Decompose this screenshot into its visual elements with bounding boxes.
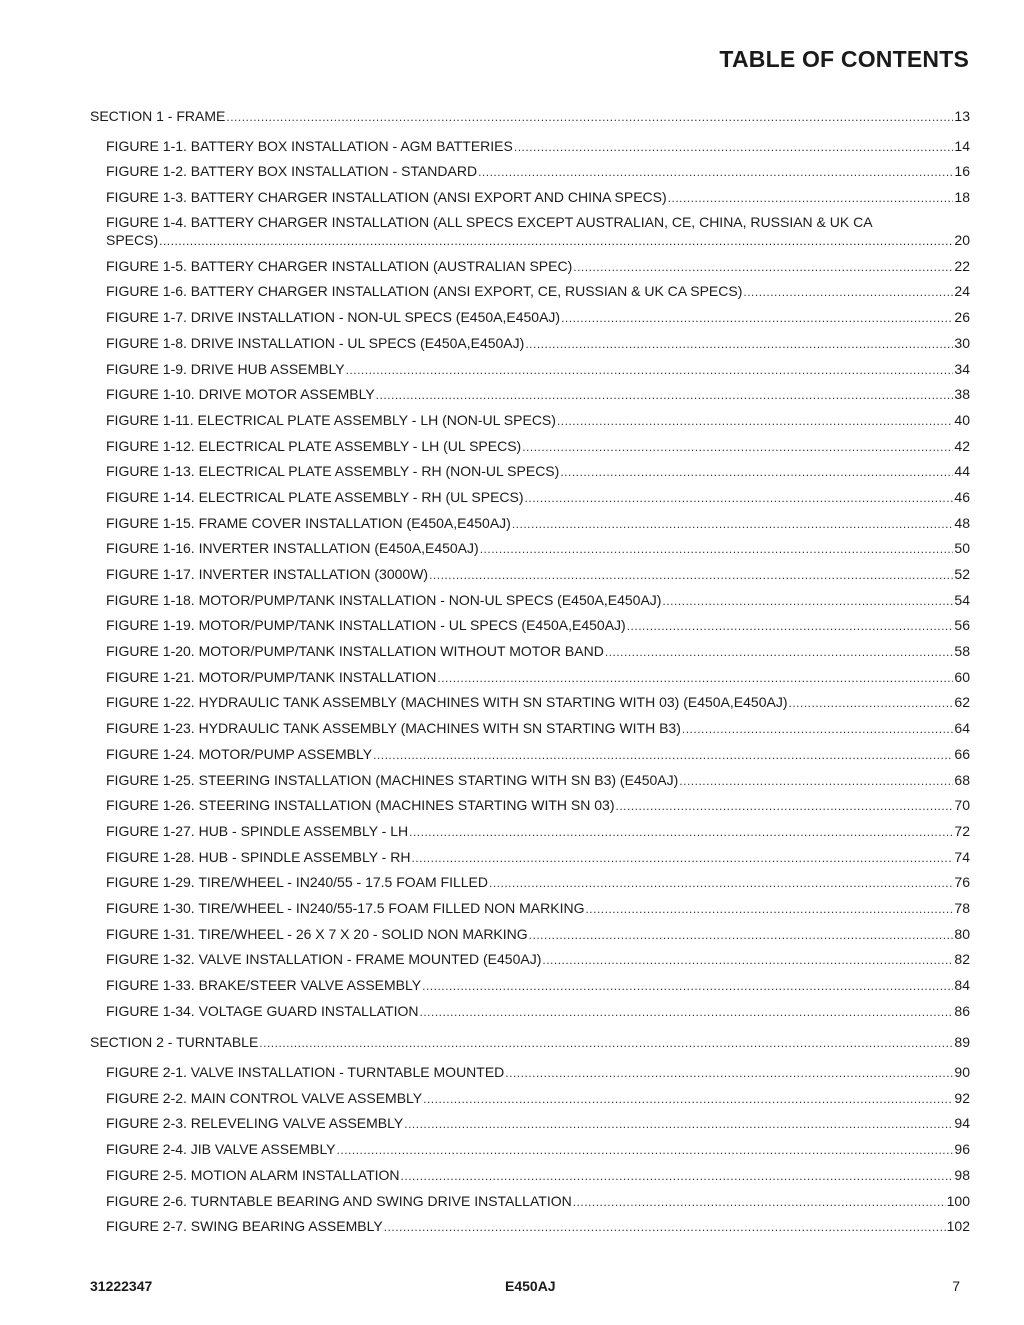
toc-entry-page: 44 — [954, 463, 970, 480]
toc-entry-page: 20 — [954, 231, 970, 248]
toc-figure-entry[interactable] — [90, 513, 970, 539]
section-1-figure-list-b — [90, 256, 970, 1027]
toc-entry-page: 42 — [954, 437, 970, 454]
toc-entry-label: FIGURE 1-3. BATTERY CHARGER INSTALLATION (ANSI EXPORT AND CHINA SPECS) — [106, 189, 667, 206]
page-title: TABLE OF CONTENTS — [719, 46, 969, 72]
toc-figure-entry[interactable] — [90, 564, 970, 590]
dot-leader — [560, 462, 953, 482]
toc-entry-label: FIGURE 1-33. BRAKE/STEER VALVE ASSEMBLY — [106, 977, 422, 993]
dot-leader — [423, 1089, 953, 1109]
toc-entry-page: 96 — [954, 1141, 970, 1158]
toc-entry-label: FIGURE 1-34. VOLTAGE GUARD INSTALLATION — [106, 1002, 419, 1019]
toc-entry-page: 26 — [954, 309, 970, 326]
toc-entry-page: 13 — [954, 108, 970, 124]
toc-entry-page: 30 — [954, 334, 970, 351]
toc-figure-entry[interactable] — [90, 1001, 970, 1027]
toc-figure-entry[interactable] — [90, 1165, 970, 1191]
dot-leader — [429, 565, 953, 585]
toc-entry-label: FIGURE 1-13. ELECTRICAL PLATE ASSEMBLY - RH (NON-UL SPECS) — [106, 463, 560, 480]
dot-leader — [480, 539, 954, 559]
toc-figure-entry[interactable] — [90, 667, 970, 693]
toc-entry-page: 82 — [954, 951, 970, 968]
dot-leader — [662, 591, 953, 611]
toc-figure-entry[interactable] — [90, 384, 970, 410]
dot-leader — [419, 1002, 953, 1022]
toc-entry-label: FIGURE 1-24. MOTOR/PUMP ASSEMBLY — [106, 745, 373, 762]
toc-figure-entry[interactable] — [90, 487, 970, 513]
toc-figure-entry[interactable] — [90, 410, 970, 436]
toc-entry-label: FIGURE 1-32. VALVE INSTALLATION - FRAME MOUNTED (E450AJ) — [106, 951, 542, 968]
toc-figure-entry[interactable] — [90, 718, 970, 744]
toc-entry-label: FIGURE 2-6. TURNTABLE BEARING AND SWING DRIVE INSTALLATION — [106, 1192, 572, 1209]
toc-figure-entry[interactable] — [90, 615, 970, 641]
toc-entry-page: 22 — [954, 257, 970, 274]
toc-entry-label: FIGURE 1-14. ELECTRICAL PLATE ASSEMBLY - RH (UL SPECS) — [106, 488, 524, 505]
toc-entry-label: FIGURE 2-2. MAIN CONTROL VALVE ASSEMBLY — [106, 1089, 423, 1106]
toc-entry-label: FIGURE 1-29. TIRE/WHEEL - IN240/55 - 17.5 FOAM FILLED — [106, 874, 489, 891]
dot-leader — [668, 188, 954, 208]
toc-entry-label: FIGURE 2-4. JIB VALVE ASSEMBLY — [106, 1141, 336, 1158]
dot-leader — [337, 1140, 954, 1160]
toc-figure-entry[interactable] — [90, 1191, 970, 1217]
toc-entry-label: FIGURE 1-17. INVERTER INSTALLATION (3000W) — [106, 566, 429, 582]
toc-entry-page: 70 — [954, 797, 970, 814]
toc-entry-page: 84 — [954, 977, 970, 993]
toc-entry-page: 66 — [954, 745, 970, 762]
toc-figure-entry[interactable] — [90, 1113, 970, 1139]
toc-entry-page: 50 — [954, 540, 970, 557]
dot-leader — [505, 1063, 953, 1083]
toc-figure-entry[interactable] — [90, 307, 970, 333]
toc-entry-label: FIGURE 1-28. HUB - SPINDLE ASSEMBLY - RH — [106, 848, 411, 865]
toc-entry-label: FIGURE 1-30. TIRE/WHEEL - IN240/55-17.5 FOAM FILLED NON MARKING — [106, 899, 585, 916]
toc-entry-page: 54 — [954, 591, 970, 608]
toc-entry-page: 14 — [954, 137, 970, 154]
toc-entry-label: FIGURE 1-1. BATTERY BOX INSTALLATION - AGM BATTERIES — [106, 137, 513, 154]
toc-entry-page: 102 — [946, 1218, 970, 1235]
toc-entry-page: 76 — [954, 874, 970, 891]
dot-leader — [585, 899, 953, 919]
table-of-contents — [90, 100, 970, 1242]
toc-entry-label: FIGURE 1-8. DRIVE INSTALLATION - UL SPECS (E450A,E450AJ) — [106, 334, 525, 351]
dot-leader — [573, 257, 953, 277]
toc-section-1[interactable] — [90, 106, 970, 132]
toc-entry-label: FIGURE 1-27. HUB - SPINDLE ASSEMBLY - LH — [106, 822, 409, 839]
toc-figure-entry[interactable] — [90, 461, 970, 487]
toc-figure-entry[interactable] — [90, 1216, 970, 1242]
toc-entry-page: 92 — [954, 1089, 970, 1106]
toc-entry-page: 90 — [954, 1064, 970, 1081]
toc-entry-label: FIGURE 2-5. MOTION ALARM INSTALLATION — [106, 1166, 400, 1183]
section-2-figure-list — [90, 1062, 970, 1242]
dot-leader — [404, 1114, 953, 1134]
toc-entry-page: 46 — [954, 488, 970, 505]
toc-entry-label: FIGURE 1-9. DRIVE HUB ASSEMBLY — [106, 360, 345, 377]
toc-entry-label: FIGURE 1-19. MOTOR/PUMP/TANK INSTALLATION - UL SPECS (E450A,E450AJ) — [106, 617, 626, 634]
toc-entry-label: SECTION 1 - FRAME — [90, 108, 226, 124]
dot-leader — [409, 822, 953, 842]
dot-leader — [529, 925, 954, 945]
toc-figure-entry[interactable] — [90, 333, 970, 359]
toc-entry-page: 80 — [954, 925, 970, 942]
dot-leader — [615, 796, 953, 816]
dot-leader — [605, 642, 954, 662]
toc-entry-page: 64 — [954, 720, 970, 737]
dot-leader — [489, 873, 953, 893]
toc-figure-entry[interactable] — [90, 161, 970, 187]
toc-entry-label: FIGURE 1-21. MOTOR/PUMP/TANK INSTALLATION — [106, 668, 437, 685]
dot-leader — [557, 411, 953, 431]
dot-leader — [376, 385, 954, 405]
toc-figure-entry[interactable] — [90, 1139, 970, 1165]
toc-figure-entry[interactable] — [90, 770, 970, 796]
dot-leader — [411, 848, 953, 868]
toc-entry-label: FIGURE 1-15. FRAME COVER INSTALLATION (E450A,E450AJ) — [106, 514, 511, 531]
toc-entry-label-line2: SPECS) — [106, 231, 159, 248]
toc-entry-label: FIGURE 1-7. DRIVE INSTALLATION - NON-UL SPECS (E450A,E450AJ) — [106, 309, 561, 326]
toc-entry-page: 86 — [954, 1002, 970, 1019]
dot-leader — [522, 437, 953, 457]
toc-figure-entry[interactable] — [90, 975, 970, 1001]
toc-entry-page: 52 — [954, 566, 970, 582]
dot-leader — [743, 282, 953, 302]
toc-entry-label: FIGURE 1-10. DRIVE MOTOR ASSEMBLY — [106, 386, 375, 403]
toc-entry-page: 68 — [954, 771, 970, 788]
toc-figure-entry[interactable] — [90, 256, 970, 282]
toc-entry-page: 78 — [954, 899, 970, 916]
dot-leader — [514, 137, 954, 157]
toc-figure-entry[interactable] — [90, 136, 970, 162]
toc-figure-entry[interactable] — [90, 538, 970, 564]
toc-entry-page: 94 — [954, 1115, 970, 1132]
toc-entry-page: 62 — [954, 694, 970, 711]
toc-figure-entry[interactable] — [90, 898, 970, 924]
toc-entry-label: FIGURE 1-22. HYDRAULIC TANK ASSEMBLY (MACHINES WITH SN STARTING WITH 03) (E450A,E450AJ) — [106, 694, 788, 711]
toc-entry-page: 74 — [954, 848, 970, 865]
toc-entry-page: 40 — [954, 411, 970, 428]
dot-leader — [422, 976, 953, 996]
toc-entry-label: FIGURE 1-25. STEERING INSTALLATION (MACHINES STARTING WITH SN B3) (E450AJ) — [106, 771, 679, 788]
toc-entry-label: FIGURE 1-12. ELECTRICAL PLATE ASSEMBLY - LH (UL SPECS) — [106, 437, 522, 454]
toc-figure-entry[interactable] — [90, 1088, 970, 1114]
dot-leader — [573, 1192, 946, 1212]
dot-leader — [525, 334, 953, 354]
toc-figure-entry[interactable] — [90, 1062, 970, 1088]
toc-entry-label: FIGURE 2-3. RELEVELING VALVE ASSEMBLY — [106, 1115, 404, 1132]
toc-entry-page: 38 — [954, 386, 970, 403]
dot-leader — [525, 488, 954, 508]
toc-entry-label: FIGURE 1-2. BATTERY BOX INSTALLATION - STANDARD — [106, 163, 478, 180]
toc-entry-label: FIGURE 1-16. INVERTER INSTALLATION (E450A,E450AJ) — [106, 540, 479, 557]
toc-entry-label: FIGURE 2-1. VALVE INSTALLATION - TURNTABLE MOUNTED — [106, 1064, 505, 1081]
toc-entry-label: FIGURE 1-18. MOTOR/PUMP/TANK INSTALLATION - NON-UL SPECS (E450A,E450AJ) — [106, 591, 662, 608]
dot-leader — [789, 693, 954, 713]
toc-figure-entry[interactable] — [90, 949, 970, 975]
toc-entry-page: 18 — [954, 189, 970, 206]
section-1-figure-list-a — [90, 136, 970, 213]
toc-figure-entry[interactable] — [90, 872, 970, 898]
toc-figure-entry[interactable] — [90, 590, 970, 616]
toc-entry-label-line1: FIGURE 1-4. BATTERY CHARGER INSTALLATION (ALL SPECS EXCEPT AUSTRALIAN, CE, CHINA, RUSSIAN & UK CA — [106, 213, 873, 230]
toc-entry-page: 72 — [954, 822, 970, 839]
toc-entry-label: FIGURE 1-6. BATTERY CHARGER INSTALLATION (ANSI EXPORT, CE, RUSSIAN & UK CA SPECS) — [106, 283, 743, 300]
toc-entry-label: FIGURE 1-31. TIRE/WHEEL - 26 X 7 X 20 - SOLID NON MARKING — [106, 925, 528, 942]
dot-leader — [401, 1166, 954, 1186]
dot-leader — [478, 162, 953, 182]
toc-entry-label: FIGURE 1-26. STEERING INSTALLATION (MACHINES STARTING WITH SN 03) — [106, 797, 615, 814]
toc-entry-page: 100 — [946, 1192, 970, 1209]
toc-entry-label: FIGURE 1-23. HYDRAULIC TANK ASSEMBLY (MACHINES WITH SN STARTING WITH B3) — [106, 720, 681, 737]
toc-entry-label: FIGURE 1-5. BATTERY CHARGER INSTALLATION (AUSTRALIAN SPEC) — [106, 257, 573, 274]
dot-leader — [384, 1217, 946, 1237]
toc-entry-label: SECTION 2 - TURNTABLE — [90, 1034, 259, 1051]
toc-figure-entry[interactable] — [90, 281, 970, 307]
document-number: 31222347 — [90, 1278, 153, 1294]
toc-figure-entry[interactable] — [90, 359, 970, 385]
dot-leader — [561, 308, 953, 328]
toc-entry-page: 16 — [954, 163, 970, 180]
model-name: E450AJ — [505, 1278, 556, 1294]
toc-figure-entry[interactable] — [90, 821, 970, 847]
toc-figure-entry[interactable] — [90, 795, 970, 821]
toc-figure-entry[interactable] — [90, 847, 970, 873]
dot-leader — [679, 771, 953, 791]
dot-leader — [159, 232, 953, 250]
toc-entry-page: 24 — [954, 283, 970, 300]
toc-entry-label: FIGURE 1-11. ELECTRICAL PLATE ASSEMBLY - LH (NON-UL SPECS) — [106, 411, 556, 428]
toc-entry-page: 56 — [954, 617, 970, 634]
toc-figure-entry[interactable] — [90, 187, 970, 213]
toc-figure-entry[interactable] — [90, 924, 970, 950]
toc-entry-page: 89 — [954, 1034, 970, 1051]
toc-entry-page: 58 — [954, 643, 970, 660]
toc-entry-page: 34 — [954, 360, 970, 377]
toc-figure-entry[interactable] — [90, 641, 970, 667]
toc-figure-entry[interactable] — [90, 436, 970, 462]
toc-figure-entry[interactable] — [90, 692, 970, 718]
dot-leader — [373, 745, 953, 765]
toc-entry-label: FIGURE 2-7. SWING BEARING ASSEMBLY — [106, 1218, 383, 1235]
dot-leader — [259, 1033, 953, 1053]
toc-figure-1-4[interactable] — [90, 213, 970, 250]
toc-entry-page: 60 — [954, 668, 970, 685]
toc-entry-label: FIGURE 1-20. MOTOR/PUMP/TANK INSTALLATION WITHOUT MOTOR BAND — [106, 643, 604, 660]
dot-leader — [627, 616, 954, 636]
page-number: 7 — [952, 1278, 960, 1294]
toc-figure-entry[interactable] — [90, 744, 970, 770]
toc-section-2[interactable] — [90, 1032, 970, 1058]
dot-leader — [226, 107, 953, 127]
dot-leader — [512, 514, 954, 534]
dot-leader — [346, 360, 954, 380]
dot-leader — [437, 668, 953, 688]
toc-entry-page: 98 — [954, 1166, 970, 1183]
dot-leader — [542, 950, 953, 970]
toc-entry-page: 48 — [954, 514, 970, 531]
dot-leader — [682, 719, 954, 739]
